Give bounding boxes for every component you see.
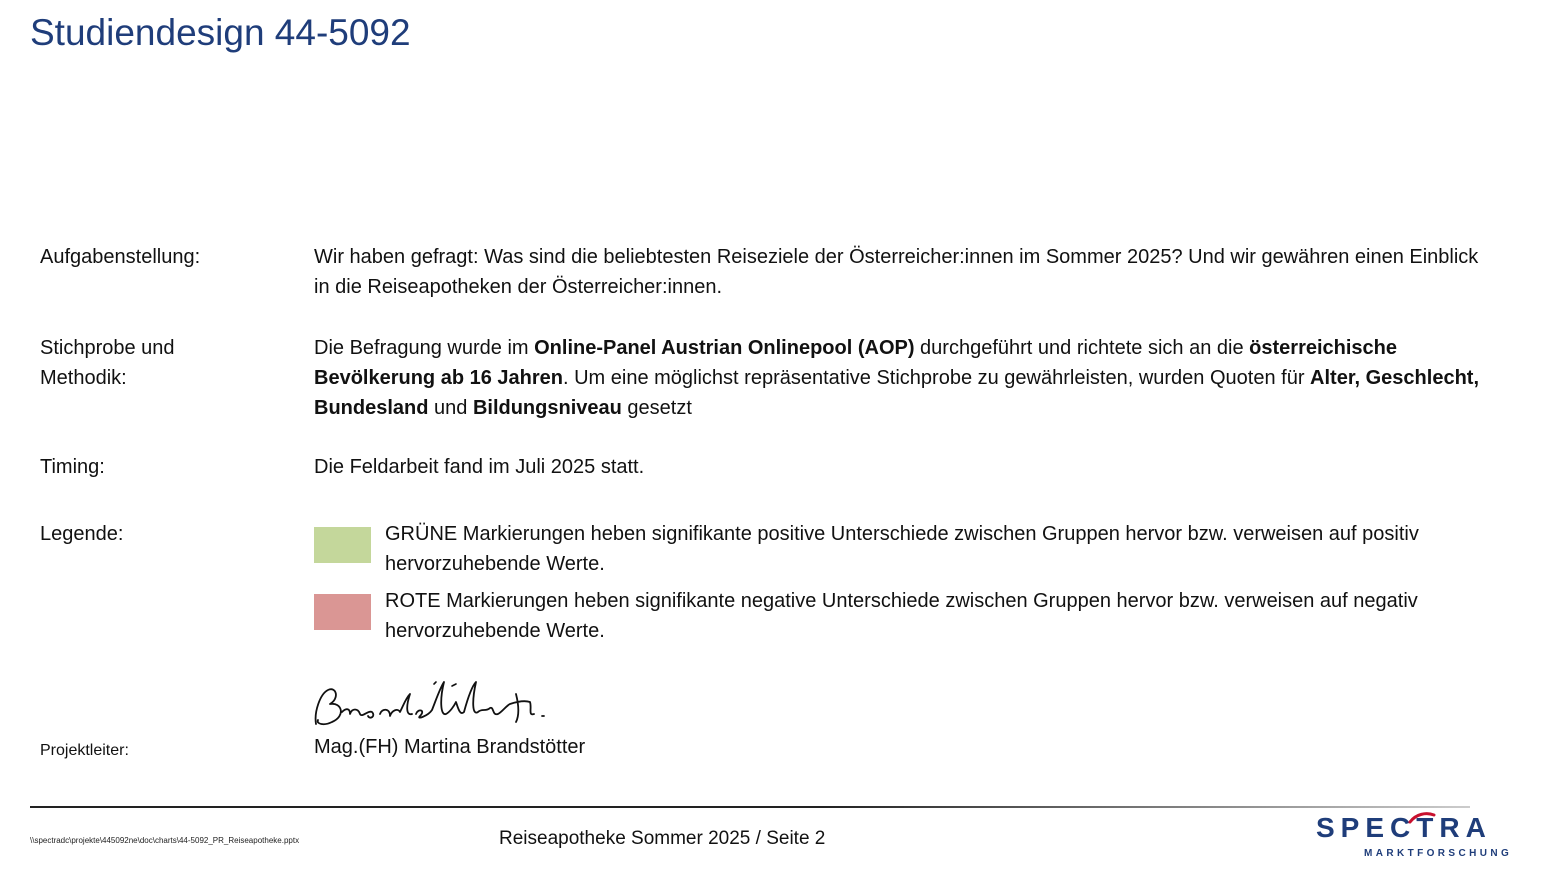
sample-quota-fields: Alter, Geschlecht, Bundesland — [314, 367, 1480, 419]
sample-label-line1: Stichprobe und — [40, 337, 175, 359]
timing-text: Die Feldarbeit fand im Juli 2025 statt. — [314, 456, 645, 478]
sample-quota-education: Bildungsniveau — [472, 397, 622, 419]
legend-red-text: ROTE Markierungen heben signifikante negative Unterschiede zwischen Gruppen hervor bzw. verweisen auf negativ hervorzuhebende Werte. — [385, 590, 1418, 642]
timing-label: Timing: — [40, 456, 105, 478]
footer-divider — [30, 806, 1470, 808]
logo-subtitle: MARKTFORSCHUNG — [1364, 848, 1513, 859]
logo-wordmark: SPECTRA — [1316, 812, 1492, 843]
logo-swoosh-icon — [1408, 812, 1436, 824]
project-lead-label: Projektleiter: — [40, 742, 129, 759]
green-swatch — [314, 527, 371, 563]
legend-label: Legende: — [40, 523, 124, 545]
sample-label — [40, 333, 175, 393]
task-label: Aufgabenstellung: — [40, 246, 201, 268]
sample-text — [314, 333, 1499, 423]
sample-text-part: durchgeführt und richtete sich an die — [914, 337, 1250, 359]
sample-text-part: und — [428, 397, 473, 419]
project-lead-name: Mag.(FH) Martina Brandstötter — [314, 736, 586, 758]
sample-panel-name: Online-Panel Austrian Onlinepool (AOP) — [534, 337, 915, 359]
file-path: \\spectradc\projekte\445092ne\doc\charts\44-5092_PR_Reiseapotheke.pptx — [30, 836, 300, 845]
page-title: Studiendesign 44-5092 — [30, 12, 411, 53]
task-text: Wir haben gefragt: Was sind die beliebtesten Reiseziele der Österreicher:innen im Sommer 2025? Und wir gewähren einen Einblick in die Reiseapotheken der Österreicher:innen. — [314, 246, 1479, 298]
footer-page-info: Reiseapotheke Sommer 2025 / Seite 2 — [499, 828, 826, 849]
signature-image — [306, 672, 556, 734]
spectra-logo — [1316, 812, 1526, 864]
sample-text-part: gesetzt — [621, 397, 692, 419]
red-swatch — [314, 594, 371, 630]
sample-text-part: . Um eine möglichst repräsentative Stichprobe zu gewährleisten, wurden Quoten für — [562, 367, 1311, 389]
sample-text-part: Die Befragung wurde im — [314, 337, 535, 359]
sample-target-population: österreichische Bevölkerung ab 16 Jahren — [314, 337, 1398, 389]
legend-green-text: GRÜNE Markierungen heben signifikante positive Unterschiede zwischen Gruppen hervor bzw. verweisen auf positiv hervorzuhebende Werte. — [385, 523, 1419, 575]
sample-label-line2: Methodik: — [40, 367, 127, 389]
